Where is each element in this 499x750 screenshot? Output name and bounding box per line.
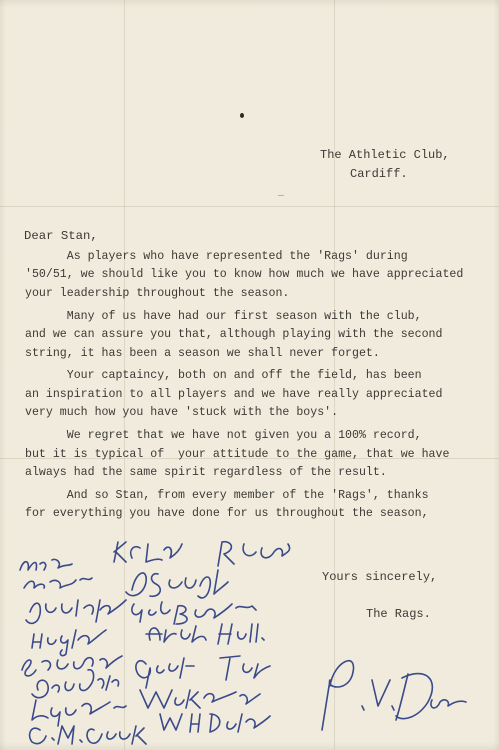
ink-dot bbox=[240, 113, 244, 118]
sender: The Rags. bbox=[366, 607, 431, 621]
signature bbox=[140, 690, 260, 708]
letter-body bbox=[25, 248, 495, 528]
paragraph: As players who have represented the 'Rags' during '50/51, we should like you to know how much we have appreciated your leadership throughout the season. bbox=[25, 250, 464, 300]
signature bbox=[132, 602, 256, 624]
signature bbox=[126, 570, 228, 598]
signature bbox=[160, 714, 270, 732]
signature bbox=[22, 656, 122, 676]
signature bbox=[114, 542, 182, 562]
address-line-2: Cardiff. bbox=[350, 167, 408, 181]
salutation: Dear Stan, bbox=[24, 229, 98, 243]
address-line-1: The Athletic Club, bbox=[320, 148, 450, 162]
fold-line bbox=[0, 206, 499, 207]
signature bbox=[24, 578, 92, 588]
signature bbox=[20, 559, 72, 570]
signature bbox=[32, 670, 119, 698]
signature bbox=[32, 630, 106, 656]
signatures-area bbox=[0, 530, 499, 750]
signature bbox=[146, 624, 264, 644]
page-mark: — bbox=[278, 191, 285, 202]
signature bbox=[32, 700, 126, 726]
paragraph: Your captaincy, both on and off the field, has been an inspiration to all players and we have really appreciated very much how you have 'stuck with the boys'. bbox=[25, 369, 443, 420]
handwritten-signatures bbox=[0, 530, 499, 750]
signature bbox=[26, 600, 126, 623]
signature bbox=[136, 656, 270, 688]
paragraph: Many of us have had our first season with the club, and we can assure you that, although playing with the second string, it has been a season we shall never forget. bbox=[25, 309, 443, 360]
paragraph: We regret that we have not given you a 100% record, but it is typical of your attitude to the game, that we have always had the same spirit regardless of the result. bbox=[25, 429, 450, 479]
signature bbox=[30, 726, 146, 744]
signature bbox=[218, 542, 290, 566]
address-block bbox=[320, 146, 450, 184]
signature bbox=[322, 661, 466, 730]
paragraph: And so Stan, from every member of the 'Rags', thanks for everything you have done for us throughout the season, bbox=[25, 488, 429, 521]
closing: Yours sincerely, bbox=[322, 570, 438, 584]
